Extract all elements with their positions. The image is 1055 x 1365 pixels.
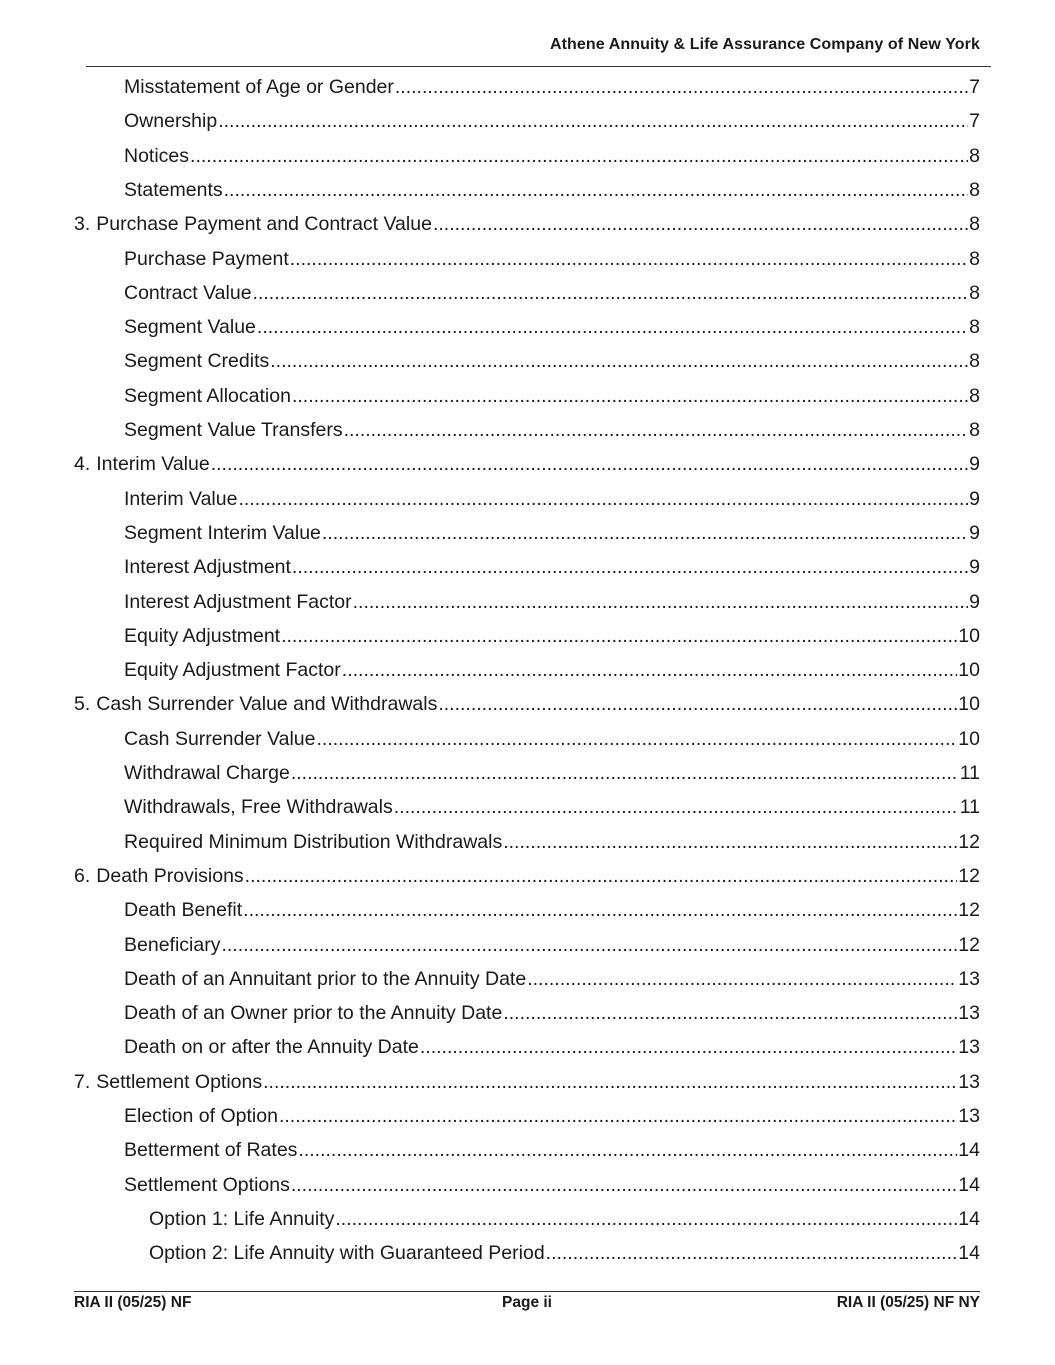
toc-title: Cash Surrender Value [124,727,316,750]
toc-page-number: 9 [969,487,980,510]
toc-leader-dots [438,687,957,721]
toc-page-number: 8 [969,350,980,373]
toc-page-number: 12 [958,830,980,853]
toc-page-number: 8 [969,178,980,201]
toc-leader-dots [503,825,957,859]
toc-leader-dots [433,207,968,241]
toc-leader-dots [317,722,958,756]
toc-title: Purchase Payment and Contract Value [96,213,432,236]
toc-title: Contract Value [124,281,252,304]
toc-page-number: 8 [969,247,980,270]
toc-title: Interest Adjustment Factor [124,590,352,613]
toc-leader-dots [527,962,957,996]
header-divider [86,66,991,67]
toc-entry[interactable] [124,276,980,310]
toc-title: Required Minimum Distribution Withdrawals [124,830,503,853]
toc-title: Death of an Owner prior to the Annuity Date [124,1002,503,1025]
toc-entry[interactable] [124,962,980,996]
toc-page-number: 11 [959,762,980,784]
toc-title: Option 1: Life Annuity [149,1207,335,1230]
toc-leader-dots [253,276,969,310]
toc-title: Ownership [124,110,218,133]
toc-page-number: 13 [958,1002,980,1025]
toc-title: Death on or after the Annuity Date [124,1036,419,1059]
toc-leader-dots [298,1133,957,1167]
toc-leader-dots [218,104,968,138]
toc-title: Withdrawal Charge [124,762,290,784]
toc-page-number: 14 [958,1207,980,1230]
toc-leader-dots [281,619,957,653]
toc-entry[interactable] [124,516,980,550]
toc-section[interactable] [74,687,980,721]
toc-title: Segment Allocation [124,384,291,407]
toc-leader-dots [342,653,958,687]
toc-title: Statements [124,178,223,201]
toc-page-number: 8 [969,419,980,441]
toc-entry[interactable] [124,928,980,962]
toc-title: Notices [124,144,190,167]
toc-title: Interim Value [96,453,210,476]
footer-form-number: RIA II (05/25) NF [74,1294,192,1311]
footer-page-number: Page ii [502,1294,552,1311]
toc-page-number: 8 [969,384,980,407]
toc-entry[interactable] [124,653,980,687]
toc-page-number: 10 [958,659,980,682]
toc-page-number: 14 [958,1242,980,1265]
toc-title: Segment Interim Value [124,521,321,544]
toc-entry[interactable] [124,790,980,824]
toc-title: Interim Value [124,487,238,510]
toc-page-number: 8 [969,144,980,167]
toc-leader-dots [322,516,968,550]
toc-page-number: 13 [958,967,980,990]
toc-leader-dots [224,173,969,207]
toc-title: Segment Value [124,316,256,339]
toc-section[interactable] [74,1065,980,1099]
toc-entry[interactable] [124,619,980,653]
toc-leader-dots [245,859,958,893]
toc-leader-dots [292,379,968,413]
toc-leader-dots [395,70,968,104]
toc-title: Death Provisions [96,864,244,887]
toc-leader-dots [279,1099,957,1133]
toc-leader-dots [344,413,969,447]
toc-page-number: 12 [958,933,980,956]
toc-page-number: 8 [969,213,980,236]
toc-entry[interactable] [124,379,980,413]
toc-title: Purchase Payment [124,247,289,270]
toc-entry[interactable] [124,550,980,584]
toc-page-number: 10 [958,727,980,750]
toc-page-number: 9 [969,556,980,579]
toc-section-number: 4. [74,453,91,476]
toc-section[interactable] [74,447,980,481]
toc-entry[interactable] [124,1030,980,1064]
toc-entry[interactable] [124,996,980,1030]
toc-leader-dots [335,1202,957,1236]
toc-entry[interactable] [124,1099,980,1133]
toc-page-number: 8 [969,316,980,339]
toc-entry[interactable] [124,825,980,859]
toc-title: Segment Credits [124,350,270,373]
toc-title: Settlement Options [124,1173,290,1196]
toc-leader-dots [353,585,969,619]
toc-title: Segment Value Transfers [124,419,343,441]
toc-entry[interactable] [124,756,980,790]
toc-section-number: 6. [74,864,91,887]
toc-title: Interest Adjustment [124,556,291,579]
toc-section-number: 5. [74,693,91,716]
toc-entry[interactable] [124,70,980,104]
toc-title: Beneficiary [124,933,221,956]
toc-title: Option 2: Life Annuity with Guaranteed Period [149,1242,545,1265]
toc-section[interactable] [74,859,980,893]
toc-entry[interactable] [124,1168,980,1202]
toc-page-number: 14 [958,1173,980,1196]
toc-leader-dots [420,1030,957,1064]
toc-page-number: 9 [969,521,980,544]
toc-title: Misstatement of Age or Gender [124,76,394,98]
toc-leader-dots [221,928,957,962]
toc-entry[interactable] [124,310,980,344]
toc-leader-dots [292,550,968,584]
toc-leader-dots [291,1168,957,1202]
toc-leader-dots [238,482,968,516]
toc-page-number: 12 [958,899,980,922]
toc-entry[interactable] [124,242,980,276]
toc-page-number: 11 [959,796,980,819]
toc-leader-dots [291,756,959,790]
toc-entry[interactable] [124,722,980,756]
toc-section[interactable] [74,207,980,241]
toc-entry[interactable] [124,104,980,138]
toc-entry[interactable] [124,139,980,173]
toc-page-number: 13 [958,1105,980,1127]
toc-subentry[interactable] [149,1236,980,1270]
toc-page-number: 13 [958,1036,980,1059]
toc-title: Equity Adjustment Factor [124,659,341,682]
footer-divider [74,1291,980,1292]
toc-leader-dots [257,310,968,344]
toc-title: Betterment of Rates [124,1139,298,1162]
toc-page-number: 9 [969,590,980,613]
toc-page-number: 10 [958,693,980,716]
toc-leader-dots [290,242,968,276]
toc-title: Death Benefit [124,899,243,922]
toc-entry[interactable] [124,893,980,927]
toc-title: Cash Surrender Value and Withdrawals [96,693,438,716]
toc-page-number: 14 [958,1139,980,1162]
toc-entry[interactable] [124,585,980,619]
toc-title: Death of an Annuitant prior to the Annuity Date [124,967,527,990]
toc-leader-dots [190,139,968,173]
toc-title: Equity Adjustment [124,624,281,647]
toc-entry[interactable] [124,344,980,378]
toc-section-number: 7. [74,1070,91,1093]
toc-leader-dots [211,447,968,481]
toc-page-number: 7 [969,110,980,133]
toc-title: Election of Option [124,1105,278,1127]
toc-subentry[interactable] [149,1202,980,1236]
toc-page-number: 7 [969,76,980,98]
toc-entry[interactable] [124,173,980,207]
toc-leader-dots [503,996,957,1030]
header-company-name: Athene Annuity & Life Assurance Company of New York [549,36,980,53]
toc-page-number: 13 [958,1070,980,1093]
page-footer [74,1294,980,1314]
toc-title: Settlement Options [96,1070,263,1093]
toc-leader-dots [270,344,968,378]
toc-leader-dots [546,1236,958,1270]
toc-entry[interactable] [124,1133,980,1167]
footer-form-number-ny: RIA II (05/25) NF NY [836,1294,980,1311]
toc-entry[interactable] [124,482,980,516]
toc-page-number: 10 [958,624,980,647]
toc-section-number: 3. [74,213,91,236]
toc-page-number: 12 [958,864,980,887]
toc-leader-dots [394,790,959,824]
toc-title: Withdrawals, Free Withdrawals [124,796,393,819]
toc-page-number: 9 [969,453,980,476]
toc-leader-dots [243,893,957,927]
toc-page-number: 8 [969,281,980,304]
toc-entry[interactable] [124,413,980,447]
toc-leader-dots [263,1065,957,1099]
